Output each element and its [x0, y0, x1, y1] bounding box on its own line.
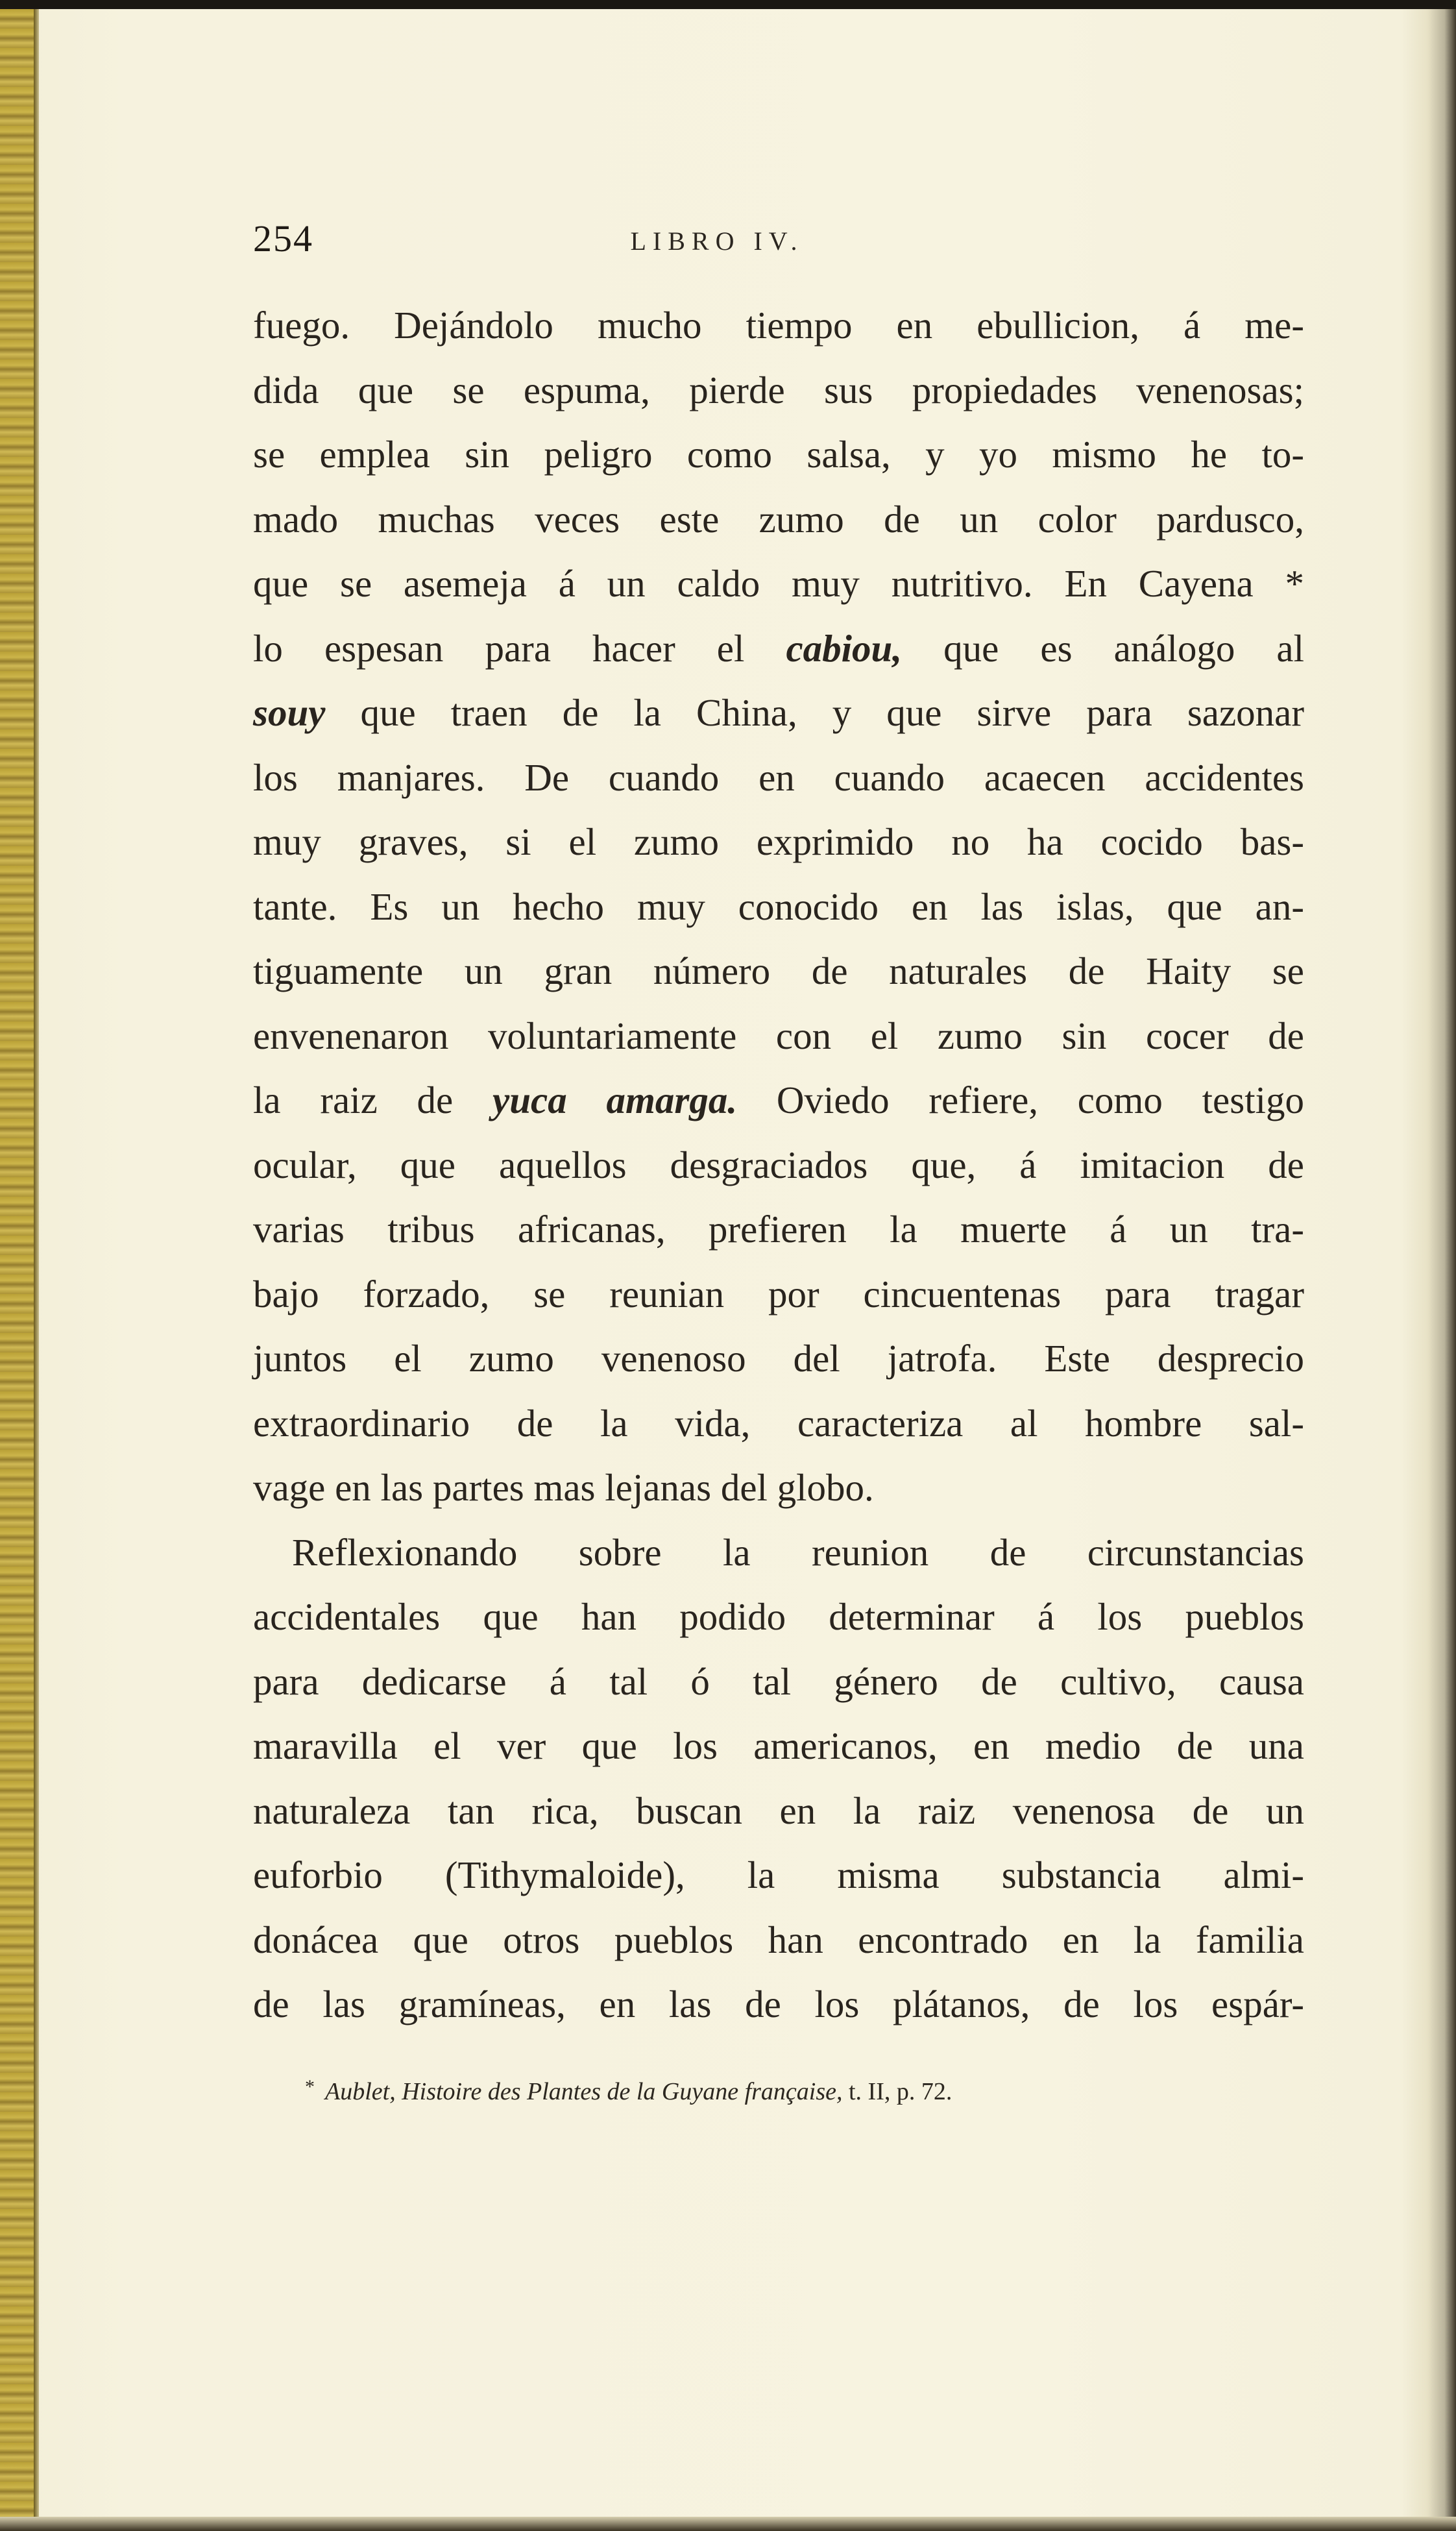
binding-edge	[34, 9, 39, 2531]
paragraph-first-line: Reflexionando sobre la reunion de circunstancias	[292, 1530, 1304, 1574]
text-line	[253, 1068, 1304, 1133]
text-segment: que es análogo al	[902, 626, 1304, 670]
italic-term: souy	[253, 691, 326, 734]
text-line: naturaleza tan rica, buscan en la raiz venenosa de un	[253, 1789, 1304, 1832]
text-segment: lo espesan para hacer el	[253, 626, 786, 670]
text-segment: que traen de la China, y que sirve para sazonar	[325, 691, 1304, 734]
text-line	[253, 681, 1304, 746]
text-line: varias tribus africanas, prefieren la muerte á un tra-	[253, 1208, 1304, 1251]
footnote	[305, 2076, 1317, 2106]
text-line: los manjares. De cuando en cuando acaecen accidentes	[253, 755, 1304, 799]
text-segment: la raiz de	[253, 1079, 493, 1121]
text-line: bajo forzado, se reunian por cincuentenas para tragar	[253, 1272, 1304, 1315]
text-line: tiguamente un gran número de naturales de Haity se	[253, 949, 1304, 992]
text-line: ocular, que aquellos desgraciados que, á imitacion de	[253, 1143, 1304, 1186]
text-line: muy graves, si el zumo exprimido no ha cocido bas-	[253, 820, 1304, 863]
text-line: fuego. Dejándolo mucho tiempo en ebullicion, á me-	[253, 304, 1304, 347]
text-line: maravilla el ver que los americanos, en medio de una	[253, 1724, 1304, 1767]
text-line: dida que se espuma, pierde sus propiedades venenosas;	[253, 368, 1304, 411]
text-line: euforbio (Tithymaloide), la misma substancia almi-	[253, 1853, 1304, 1896]
text-line: accidentales que han podido determinar á los pueblos	[253, 1595, 1304, 1638]
text-line: de las gramíneas, en las de los plátanos, de los espár-	[253, 1983, 1304, 2025]
page-bottom-edge	[0, 2517, 1456, 2531]
text-line: se emplea sin peligro como salsa, y yo mismo he to-	[253, 433, 1304, 476]
text-line: tante. Es un hecho muy conocido en las islas, que an-	[253, 885, 1304, 928]
italic-term: yuca amarga.	[492, 1079, 738, 1121]
text-line: donácea que otros pueblos han encontrado en la familia	[253, 1918, 1304, 1961]
page-header	[253, 217, 1304, 275]
text-line: extraordinario de la vida, caracteriza al hombre sal-	[253, 1401, 1304, 1445]
text-segment: Oviedo refiere, como testigo	[737, 1079, 1304, 1121]
italic-term: cabiou,	[786, 626, 903, 670]
page-number: 254	[253, 217, 313, 260]
text-line: mado muchas veces este zumo de un color pardusco,	[253, 497, 1304, 541]
book-page	[0, 9, 1456, 2531]
text-line: que se asemeja á un caldo muy nutritivo. En Cayena *	[253, 562, 1304, 605]
footnote-citation: Aublet, Histoire des Plantes de la Guyane française,	[325, 2078, 843, 2105]
page-right-edge	[1427, 9, 1456, 2531]
page-binding	[0, 9, 34, 2531]
footnote-reference: t. II, p. 72.	[842, 2078, 952, 2105]
text-line: juntos el zumo venenoso del jatrofa. Este desprecio	[253, 1337, 1304, 1380]
text-line: envenenaron voluntariamente con el zumo sin cocer de	[253, 1014, 1304, 1057]
text-line	[253, 617, 1304, 681]
text-line: para dedicarse á tal ó tal género de cultivo, causa	[253, 1659, 1304, 1703]
body-text	[253, 293, 1304, 2037]
running-head: LIBRO IV.	[630, 226, 804, 256]
text-line: vage en las partes mas lejanas del globo.	[253, 1466, 874, 1509]
footnote-mark: *	[305, 2076, 315, 2097]
